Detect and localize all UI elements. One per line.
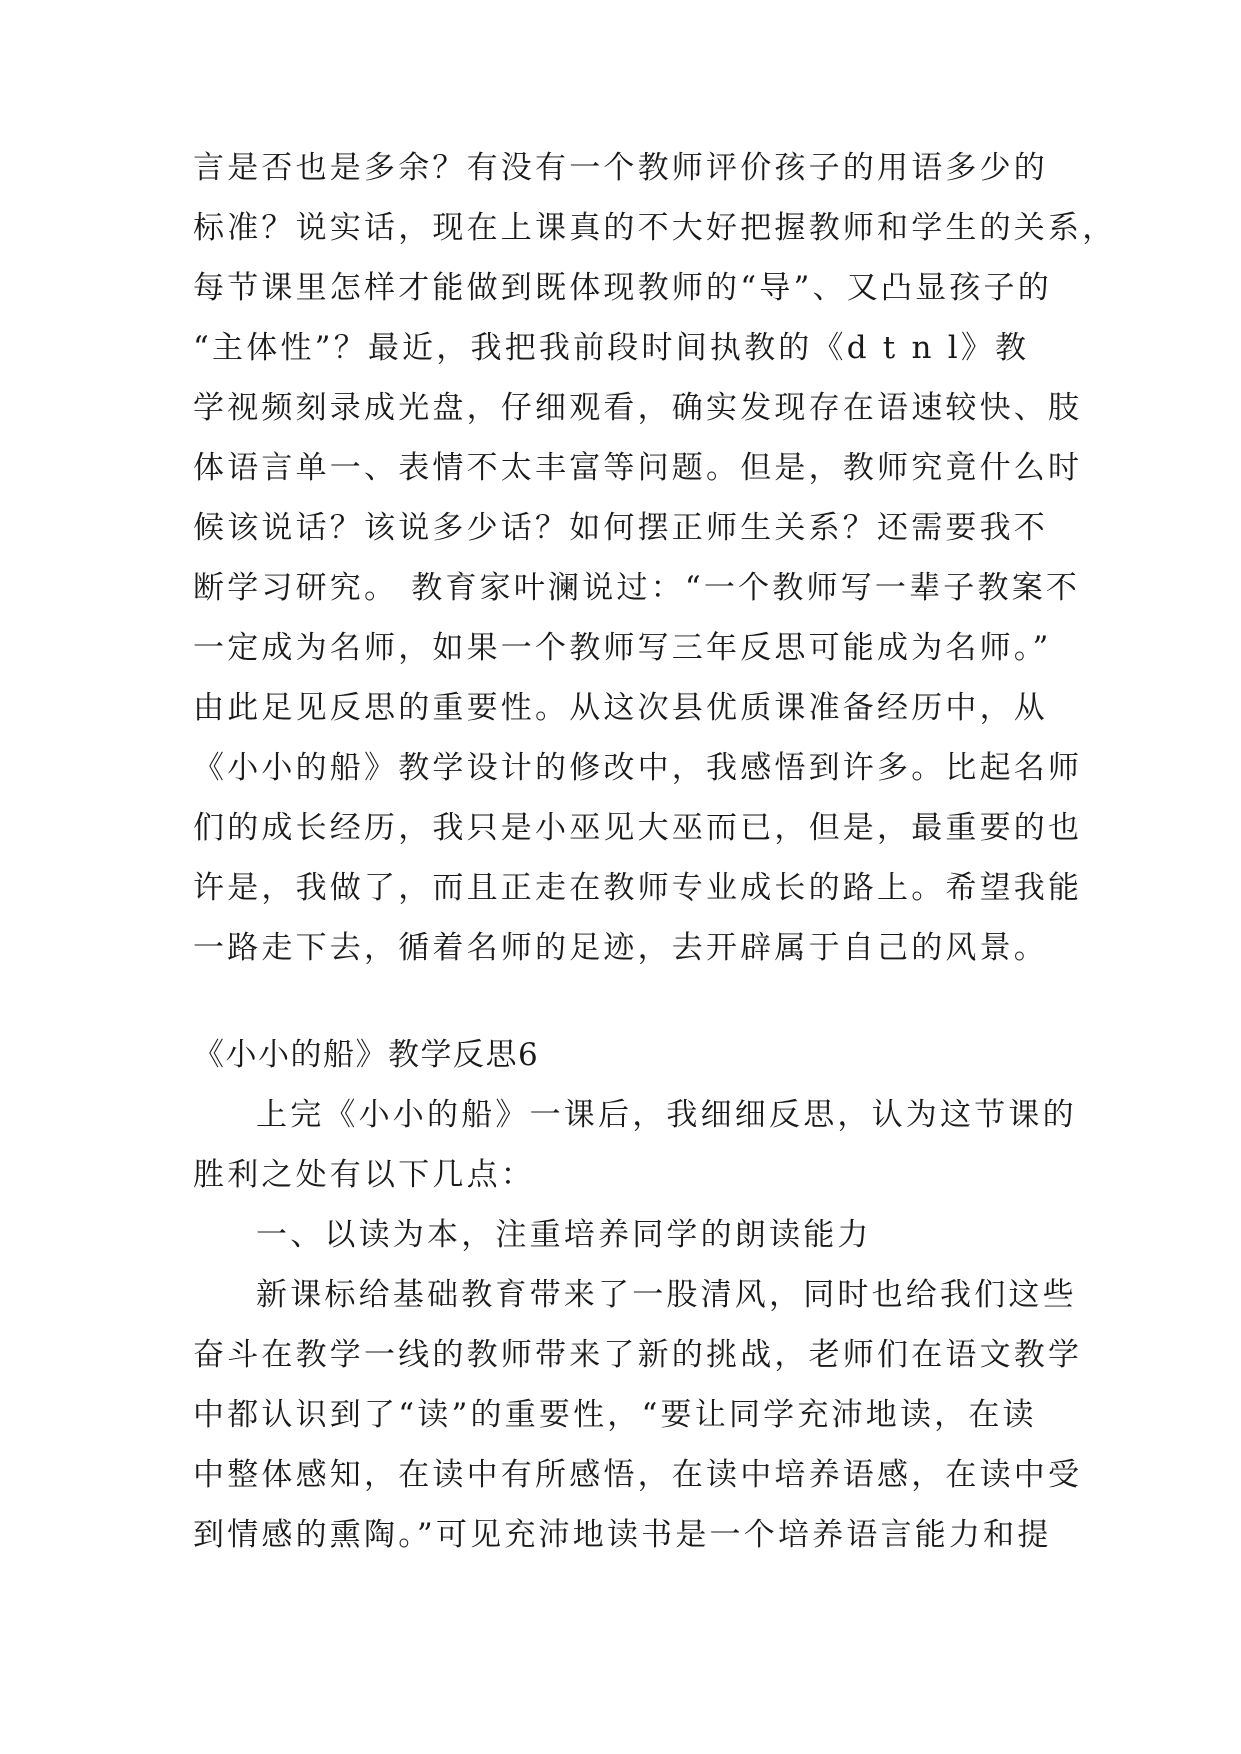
text-line: 学视频刻录成光盘，仔细观看，确实发现存在语速较快、肢 <box>193 390 1083 426</box>
text-line: “主体性”？最近，我把我前段时间执教的《d t n l》教 <box>193 330 1030 366</box>
text-line: 上完《小小的船》一课后，我细细反思，认为这节课的 <box>256 1097 1077 1133</box>
text-line: 中都认识到了“读”的重要性，“要让同学充沛地读，在读 <box>193 1397 1037 1433</box>
text-line: 一路走下去，循着名师的足迹，去开辟属于自己的风景。 <box>193 930 1048 966</box>
text-line: 新课标给基础教育带来了一股清风，同时也给我们这些 <box>256 1277 1077 1313</box>
text-line: 许是，我做了，而且正走在教师专业成长的路上。希望我能 <box>193 870 1083 906</box>
text-line: 由此足见反思的重要性。从这次县优质课准备经历中，从 <box>193 690 1048 726</box>
text-line: 标准？说实话，现在上课真的不大好把握教师和学生的关系， <box>193 210 1117 246</box>
text-line: 《小小的船》教学设计的修改中，我感悟到许多。比起名师 <box>193 750 1083 786</box>
text-line: 中整体感知，在读中有所感悟，在读中培养语感，在读中受 <box>193 1457 1083 1493</box>
text-line: 一定成为名师，如果一个教师写三年反思可能成为名师。” <box>193 630 1052 666</box>
section-title: 《小小的船》教学反思6 <box>193 1037 540 1073</box>
text-line: 奋斗在教学一线的教师带来了新的挑战，老师们在语文教学 <box>193 1337 1083 1373</box>
text-line: 们的成长经历，我只是小巫见大巫而已，但是，最重要的也 <box>193 810 1083 846</box>
subheading: 一、以读为本，注重培养同学的朗读能力 <box>256 1217 872 1253</box>
text-line: 言是否也是多余？有没有一个教师评价孩子的用语多少的 <box>193 150 1048 186</box>
text-line: 到情感的熏陶。”可见充沛地读书是一个培养语言能力和提 <box>193 1517 1052 1553</box>
text-line: 候该说话？该说多少话？如何摆正师生关系？还需要我不 <box>193 510 1048 546</box>
text-line: 断学习研究。 教育家叶澜说过：“一个教师写一辈子教案不 <box>193 570 1081 606</box>
text-line: 胜利之处有以下几点： <box>193 1157 535 1193</box>
text-line: 体语言单一、表情不太丰富等问题。但是，教师究竟什么时 <box>193 450 1083 486</box>
text-line: 每节课里怎样才能做到既体现教师的“导”、又凸显孩子的 <box>193 270 1052 306</box>
